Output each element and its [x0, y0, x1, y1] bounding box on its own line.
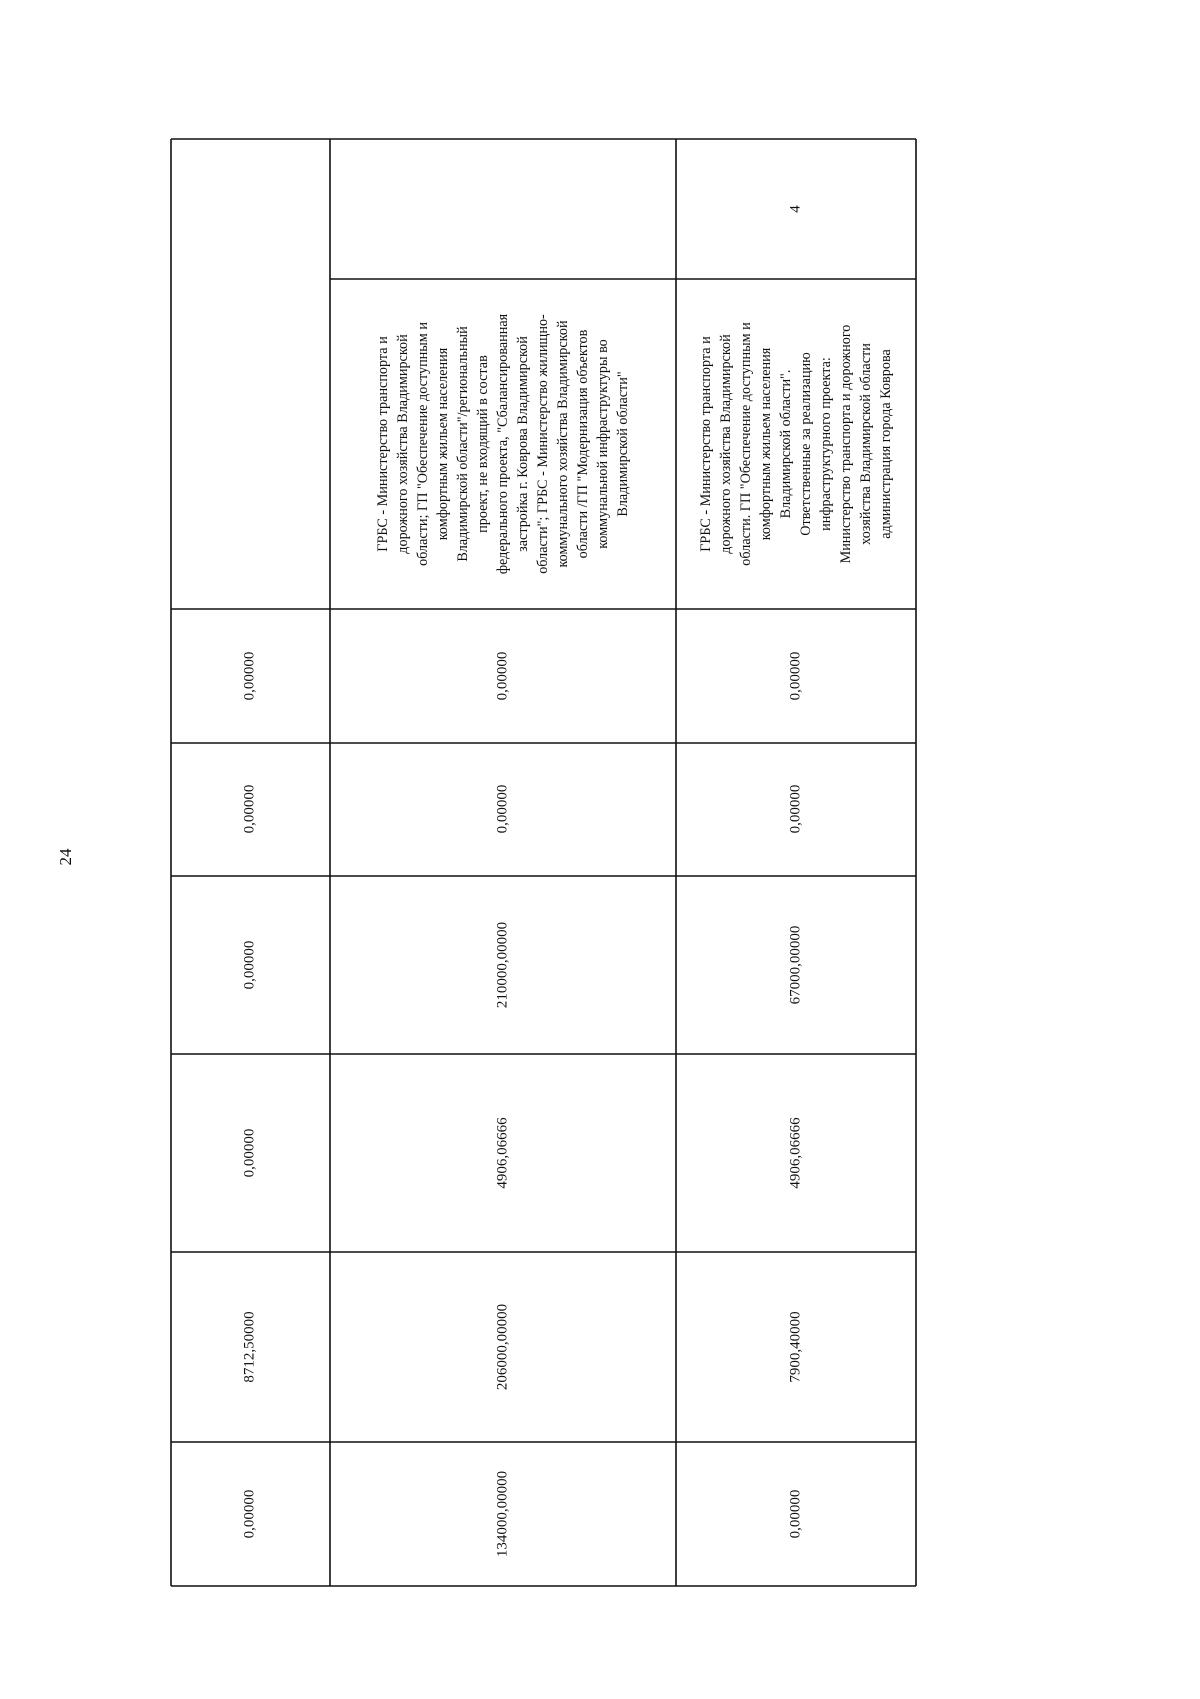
responsible-description — [696, 322, 896, 565]
table-cell: 0,00000 — [787, 651, 804, 701]
table-cell: 4906,06666 — [494, 1117, 511, 1189]
table-cell: 0,00000 — [241, 1128, 258, 1178]
description-line: Министерство транспорта и дорожного — [838, 324, 854, 564]
table-cell: 0,00000 — [241, 651, 258, 701]
table-cell: 0,00000 — [787, 784, 804, 834]
responsible-description — [373, 314, 633, 574]
description-line: коммунального хозяйства Владимирской — [555, 320, 571, 568]
description-line: Владимирской области". — [778, 369, 794, 519]
description-line: инфраструктурного проекта: — [818, 357, 834, 531]
description-line: федерального проекта, "Сбалансированная — [495, 313, 511, 575]
description-line: хозяйства Владимирской области — [858, 343, 874, 545]
row-number: 4 — [787, 205, 804, 213]
description-line: области. ГП "Обеспечение доступным и — [738, 322, 754, 566]
table-cell: 4906,06666 — [787, 1117, 804, 1189]
table-cell: 0,00000 — [787, 1489, 804, 1539]
table-cell: 0,00000 — [241, 940, 258, 990]
table-cell: 8712,50000 — [241, 1311, 258, 1383]
table-cell: 210000,00000 — [494, 921, 511, 1009]
table-cell: 7900,40000 — [787, 1311, 804, 1383]
table-cell: 0,00000 — [494, 651, 511, 701]
description-line: проект, не входящий в состав — [475, 355, 491, 533]
description-line: Владимирской области"/региональный — [455, 326, 471, 562]
table-cell: 206000,00000 — [494, 1303, 511, 1391]
table-cell: 0,00000 — [241, 784, 258, 834]
description-line: ГРБС - Министерство транспорта и — [375, 336, 391, 552]
description-line: Ответственные за реализацию — [798, 352, 814, 536]
description-line: дорожного хозяйства Владимирской — [718, 334, 734, 554]
description-line: дорожного хозяйства Владимирской — [395, 334, 411, 554]
description-line: коммунальной инфраструктуры во — [595, 339, 611, 549]
description-line: области /ГП "Модернизация объектов — [575, 329, 591, 559]
table-cell: 67000,00000 — [787, 925, 804, 1005]
description-line: Владимирской области" — [615, 371, 631, 517]
description-line: комфортным жильем населения — [758, 347, 774, 541]
table-cell: 0,00000 — [494, 784, 511, 834]
table-cell: 134000,00000 — [494, 1470, 511, 1558]
description-line: области; ГП "Обеспечение доступным и — [415, 322, 431, 566]
page-number: 24 — [56, 848, 75, 866]
description-line: застройка г. Коврова Владимирской — [515, 336, 531, 552]
table-cell: 0,00000 — [241, 1489, 258, 1539]
description-line: администрация города Коврова — [878, 349, 894, 539]
description-line: ГРБС - Министерство транспорта и — [698, 336, 714, 552]
description-line: области"; ГРБС - Министерство жилищно- — [535, 314, 551, 574]
description-line: комфортным жильем населения — [435, 347, 451, 541]
